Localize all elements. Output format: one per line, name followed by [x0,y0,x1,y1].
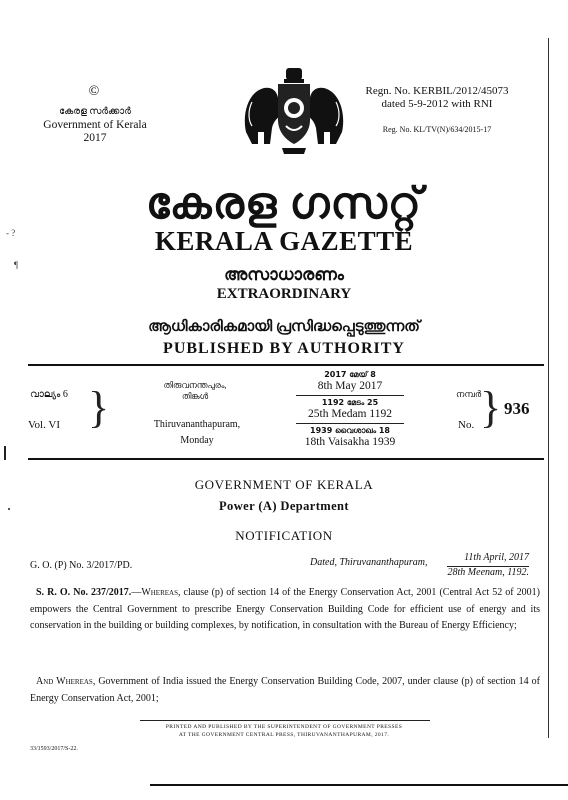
dated-value-malayalam-era: 28th Meenam, 1192. [447,567,529,578]
issue-band-top-rule [28,364,544,366]
published-by-authority-malayalam: ആധികാരികമായി പ്രസിദ്ധപ്പെടുത്തുന്നത് [148,319,420,335]
kerala-state-emblem-icon [238,62,350,156]
notification-paragraph-2 [30,674,540,707]
volume-english: Vol. VI [28,419,60,431]
date-malayalam-1: 2017 മേയ് 8 [324,370,376,379]
scan-mark: ¶ [14,260,19,270]
extraordinary-malayalam: അസാധാരണം [224,265,344,284]
notification-heading: NOTIFICATION [235,528,333,543]
place-english: Thiruvananthapuram, [153,419,241,430]
paragraph-1-text: clause (p) of section 14 of the Energy Conservation Act, 2001 (Central Act 52 of 2001) empowers the Central Government to prescribe Energy Conservation Building Code for efficient use of energy and its conservation in the building or building complexes, by notification, in consultation with the Bureau of Energy Efficiency; [30,587,541,631]
printer-imprint-line-1: PRINTED AND PUBLISHED BY THE SUPERINTENDENT OF GOVERNMENT PRESSES [165,724,403,730]
whereas-lead: —Whereas, [131,587,181,598]
print-code: 33/1593/2017/S-22. [30,746,78,752]
printer-imprint-line-2: AT THE GOVERNMENT CENTRAL PRESS, THIRUVANANTHAPURAM, 2017. [178,732,390,738]
scan-bottom-line [150,784,568,786]
dated-value-gregorian: 11th April, 2017 [464,552,529,563]
government-malayalam: കേരള സർക്കാർ [59,107,131,117]
footer-rule [140,720,430,721]
paragraph-2-text: Government of India issued the Energy Conservation Building Code, 2007, under clause (p) of section 14 of Energy Conservation Act, 2001; [30,676,540,704]
sro-number: S. R. O. No. 237/2017. [36,587,132,598]
gazette-title-malayalam: കേരള ഗസറ്റ് [145,179,423,228]
notification-paragraph-1 [30,585,540,635]
registration-block [352,85,522,136]
scan-mark [8,508,10,510]
reg-number-small: Reg. No. KL/TV(N)/634/2015-17 [382,125,492,134]
number-brace: } [480,383,502,432]
regn-number: Regn. No. KERBIL/2012/45073 [365,85,509,97]
issue-date-block [292,370,408,449]
government-block [20,106,170,145]
copyright-symbol: © [88,84,100,99]
gazette-title-english: KERALA GAZETTE [154,226,414,256]
printer-imprint [0,723,568,739]
regn-dated: dated 5-9-2012 with RNI [381,98,493,110]
date-malayalam-2: 1192 മേടം 25 [321,398,379,407]
and-whereas-lead: And Whereas, [36,676,96,687]
date-english-3: 18th Vaisakha 1939 [304,436,396,448]
scan-mark: - ? [6,228,16,238]
scan-mark [4,446,6,460]
government-english: Government of Kerala [43,119,147,131]
issue-number: 936 [504,399,530,418]
date-english-2: 25th Medam 1192 [308,408,392,420]
volume-malayalam: വാല്യം 6 [30,389,68,400]
scan-edge-line [548,38,549,738]
department-heading: Power (A) Department [219,499,349,513]
place-malayalam [140,380,250,402]
dated-label: Dated, Thiruvananthapuram, [310,557,428,568]
published-by-authority-english: PUBLISHED BY AUTHORITY [163,340,405,357]
day-english: Monday [180,435,214,446]
place-malayalam-city: തിരുവനന്തപുരം, [163,380,227,390]
go-number: G. O. (P) No. 3/2017/PD. [30,560,133,571]
volume-brace: } [88,383,110,432]
issue-band-bottom-rule [28,458,544,460]
government-heading: GOVERNMENT OF KERALA [194,477,374,492]
date-malayalam-3: 1939 വൈശാഖം 18 [310,426,390,435]
date-english-1: 8th May 2017 [317,380,383,392]
extraordinary-english: EXTRAORDINARY [216,286,352,302]
number-label-english: No. [458,419,475,431]
copyright-year: 2017 [83,132,107,144]
place-malayalam-day: തിങ്കൾ [181,391,209,401]
number-label-malayalam: നമ്പർ [456,389,482,399]
